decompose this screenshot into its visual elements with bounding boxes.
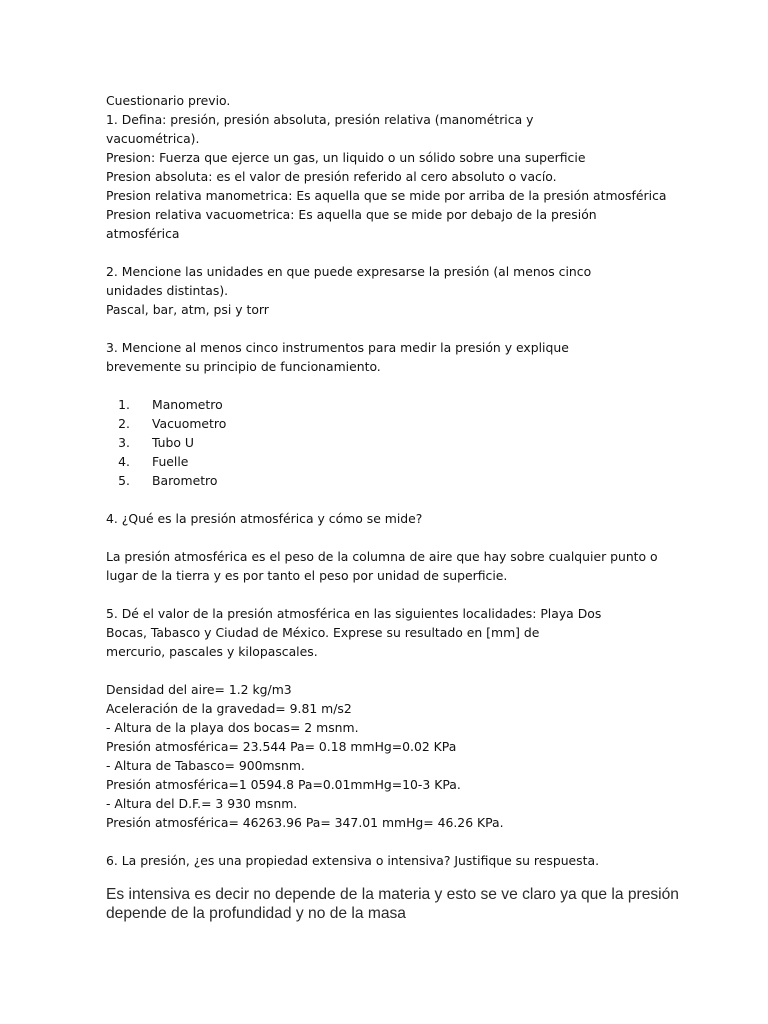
q1-question-line: vacuométrica).: [106, 131, 200, 146]
q4-answer-line: La presión atmosférica es el peso de la columna de aire que hay sobre cualquier punto o: [106, 549, 658, 564]
q6-answer-line: Es intensiva es decir no depende de la materia y esto se ve claro ya que la presión: [106, 886, 679, 903]
list-item: [106, 433, 706, 452]
q1-answer-line: Presion relativa manometrica: Es aquella que se mide por arriba de la presión atmosférica: [106, 188, 667, 203]
q2-question-line: 2. Mencione las unidades en que puede expresarse la presión (al menos cinco: [106, 264, 592, 279]
q4-answer-line: lugar de la tierra y es por tanto el peso por unidad de superficie.: [106, 568, 508, 583]
list-number: 4.: [118, 454, 130, 469]
q2-answer-line: Pascal, bar, atm, psi y torr: [106, 302, 269, 317]
q5-question-line: Bocas, Tabasco y Ciudad de México. Exprese su resultado en [mm] de: [106, 625, 540, 640]
list-item-label: Tubo U: [152, 435, 194, 450]
q6-answer: [106, 885, 706, 923]
list-item: [106, 395, 706, 414]
list-number: 2.: [118, 416, 130, 431]
q1-answer-line: Presion absoluta: es el valor de presión referido al cero absoluto o vacío.: [106, 169, 557, 184]
list-item-label: Barometro: [152, 473, 218, 488]
q4-question-line: 4. ¿Qué es la presión atmosférica y cómo se mide?: [106, 511, 423, 526]
blank-line: [106, 319, 706, 338]
q2-question-line: unidades distintas).: [106, 283, 229, 298]
blank-line: [106, 661, 706, 680]
q5-data-line: Presión atmosférica= 46263.96 Pa= 347.01 mmHg= 46.26 KPa.: [106, 815, 504, 830]
q6-question-line: 6. La presión, ¿es una propiedad extensiva o intensiva? Justifique su respuesta.: [106, 853, 600, 868]
list-number: 3.: [118, 435, 130, 450]
blank-line: [106, 243, 706, 262]
list-number: 5.: [118, 473, 130, 488]
list-item-label: Fuelle: [152, 454, 189, 469]
q5-question-line: mercurio, pascales y kilopascales.: [106, 644, 318, 659]
q1-answer-line: Presion relativa vacuometrica: Es aquella que se mide por debajo de la presión: [106, 207, 597, 222]
list-item: [106, 452, 706, 471]
list-item-label: Manometro: [152, 397, 223, 412]
blank-line: [106, 528, 706, 547]
q5-data-line: Aceleración de la gravedad= 9.81 m/s2: [106, 701, 352, 716]
list-number: 1.: [118, 397, 130, 412]
blank-line: [106, 376, 706, 395]
q6-answer-line: depende de la profundidad y no de la masa: [106, 905, 406, 922]
q5-question-line: 5. Dé el valor de la presión atmosférica en las siguientes localidades: Playa Dos: [106, 606, 602, 621]
q5-data-line: - Altura de Tabasco= 900msnm.: [106, 758, 305, 773]
list-item: [106, 471, 706, 490]
document-heading: Cuestionario previo.: [106, 93, 231, 108]
q5-data-line: - Altura del D.F.= 3 930 msnm.: [106, 796, 298, 811]
q1-answer-line: Presion: Fuerza que ejerce un gas, un liquido o un sólido sobre una superficie: [106, 150, 586, 165]
q5-data-line: - Altura de la playa dos bocas= 2 msnm.: [106, 720, 359, 735]
document-body: [106, 91, 706, 870]
q3-question-line: 3. Mencione al menos cinco instrumentos para medir la presión y explique: [106, 340, 569, 355]
q1-answer-line: atmosférica: [106, 226, 180, 241]
q5-data-line: Presión atmosférica=1 0594.8 Pa=0.01mmHg=10-3 KPa.: [106, 777, 461, 792]
blank-line: [106, 490, 706, 509]
q5-data-line: Densidad del aire= 1.2 kg/m3: [106, 682, 292, 697]
instrument-list: [106, 395, 706, 490]
list-item: [106, 414, 706, 433]
list-item-label: Vacuometro: [152, 416, 227, 431]
q1-question-line: 1. Defina: presión, presión absoluta, presión relativa (manométrica y: [106, 112, 534, 127]
blank-line: [106, 832, 706, 851]
q5-data-line: Presión atmosférica= 23.544 Pa= 0.18 mmHg=0.02 KPa: [106, 739, 457, 754]
q3-question-line: brevemente su principio de funcionamiento.: [106, 359, 381, 374]
blank-line: [106, 585, 706, 604]
